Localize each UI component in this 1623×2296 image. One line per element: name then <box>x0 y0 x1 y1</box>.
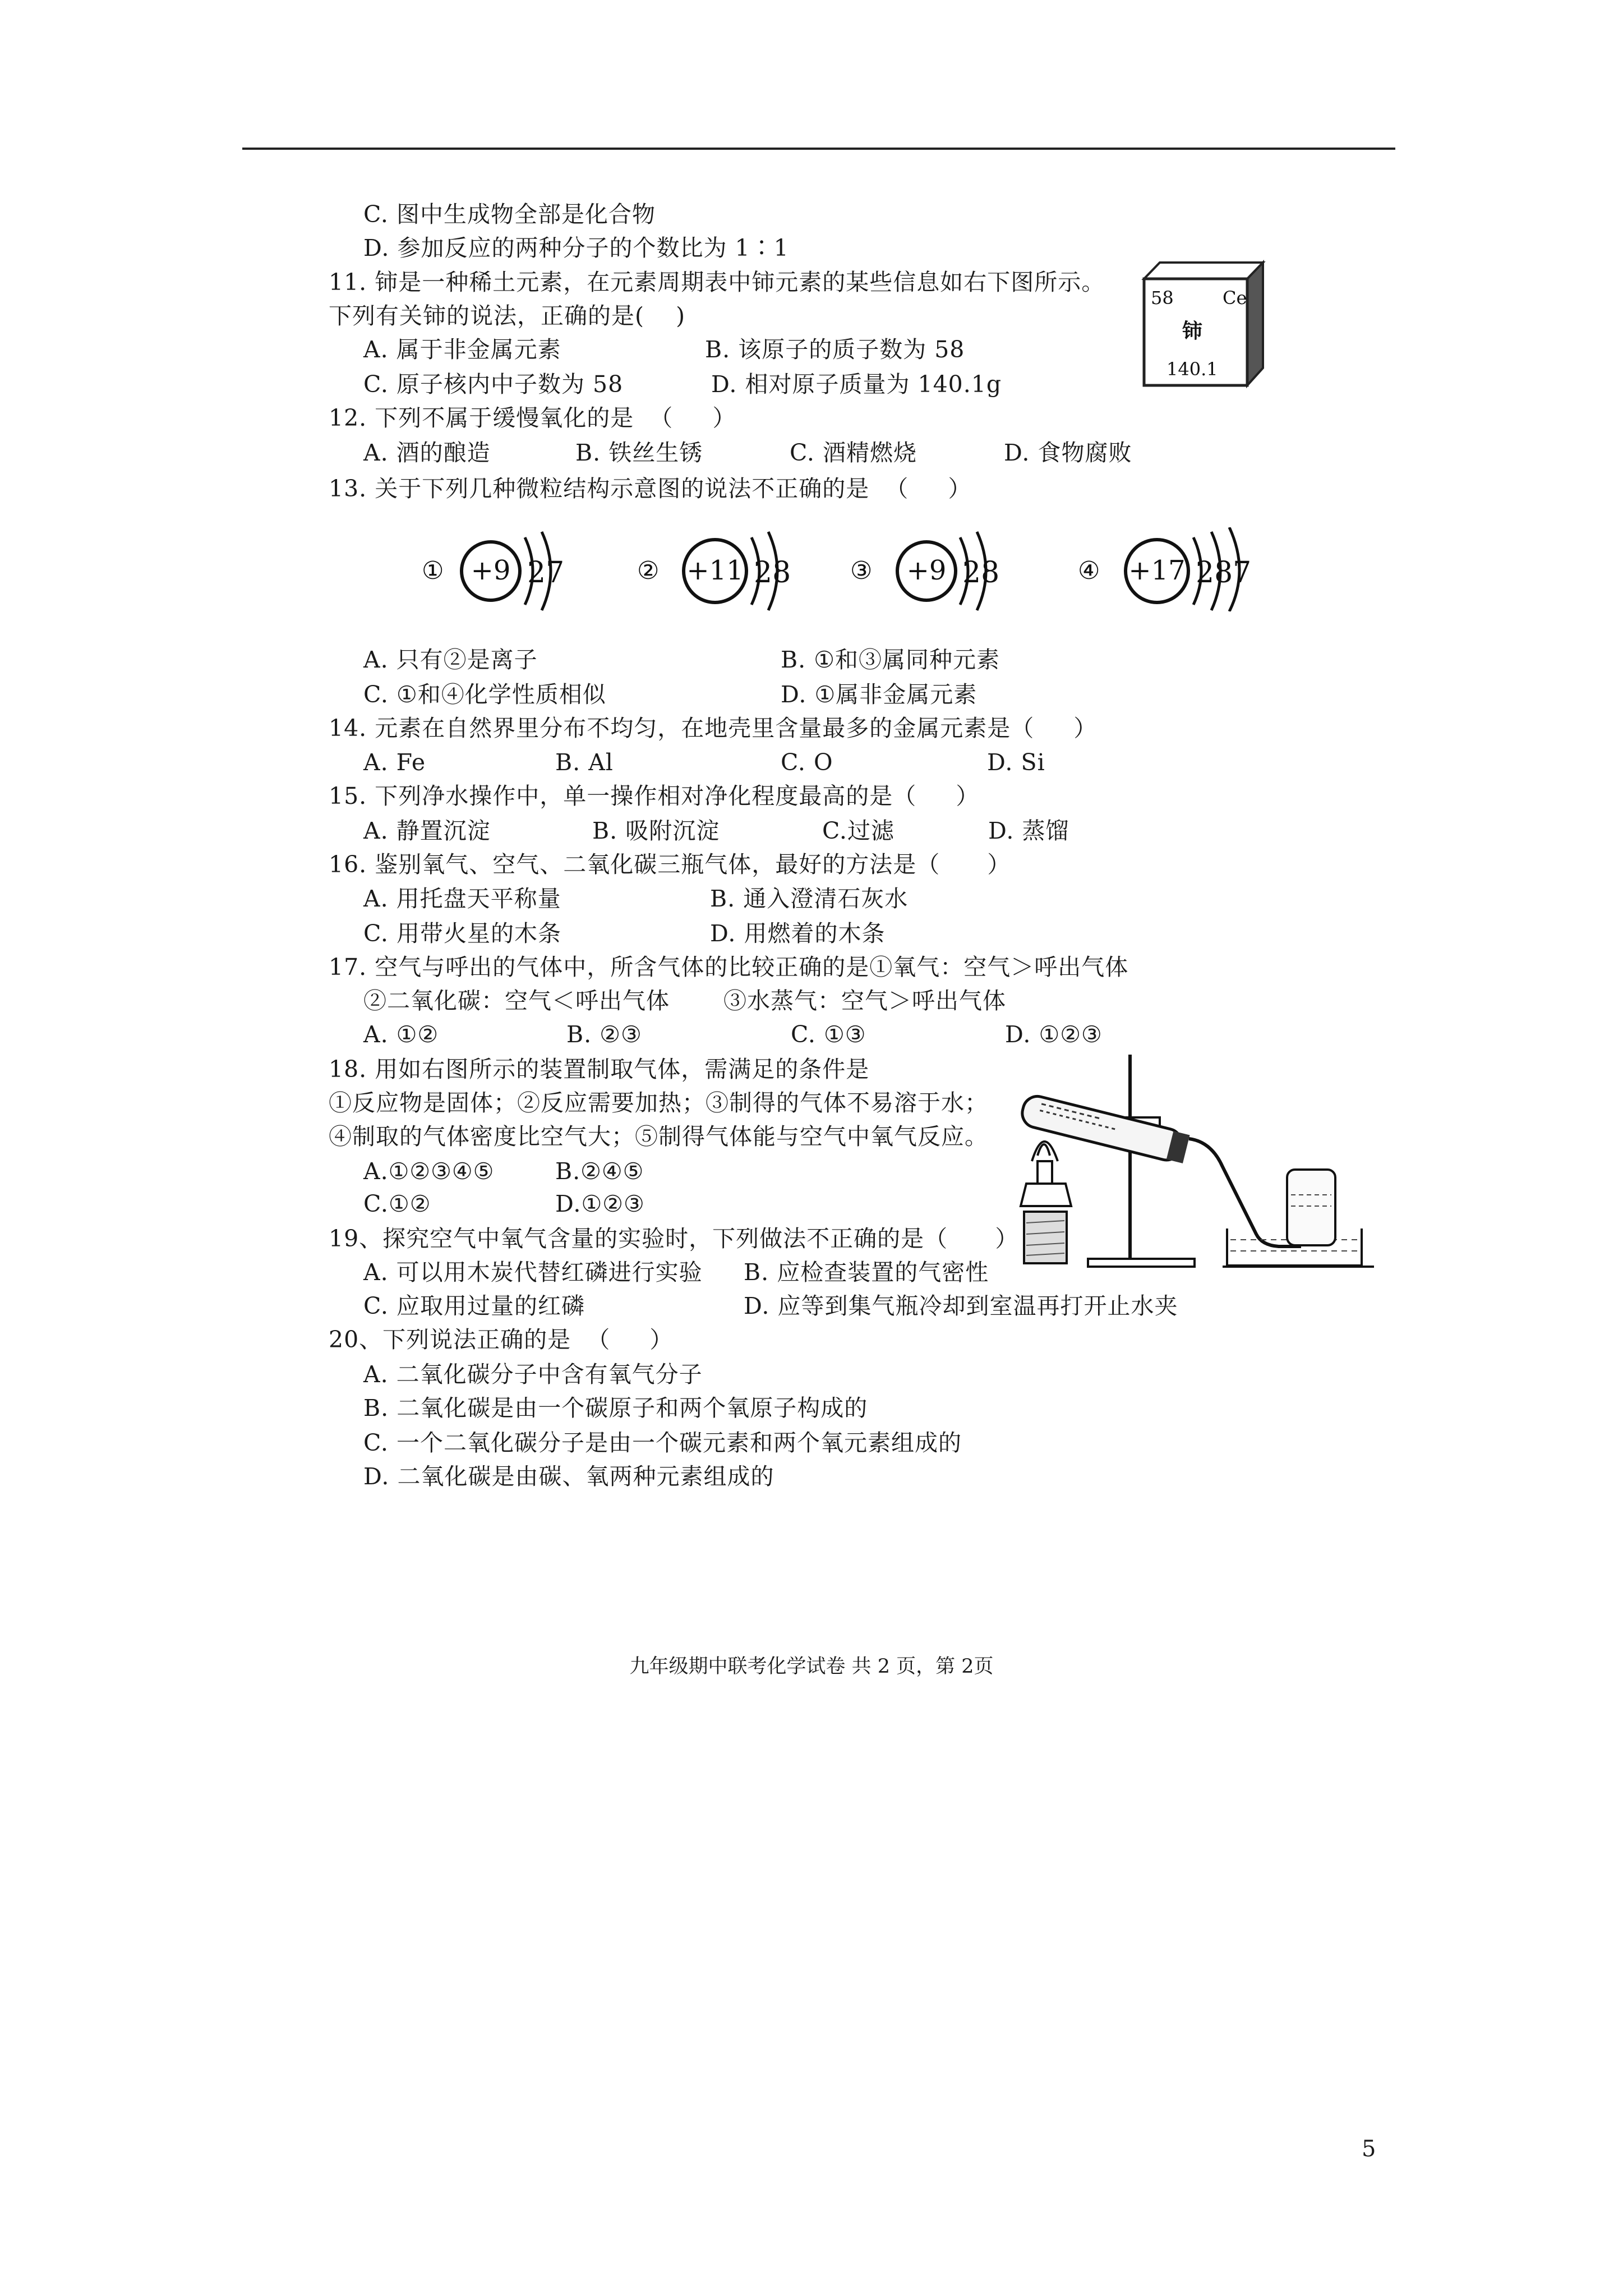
svg-text:27: 27 <box>527 556 565 590</box>
q13-option-c: C. ①和④化学性质相似 <box>363 681 606 708</box>
q20-option-c: C. 一个二氧化碳分子是由一个碳元素和两个氧元素组成的 <box>363 1429 962 1456</box>
gas-apparatus-figure <box>1004 1049 1374 1273</box>
q14-option-a: A. Fe <box>363 749 426 776</box>
q11-stem: 11. 铈是一种稀土元素，在元素周期表中铈元素的某些信息如右下图所示。 <box>329 269 1105 296</box>
svg-text:+11: +11 <box>686 555 744 586</box>
q17-option-a: A. ①② <box>363 1021 439 1048</box>
q15-option-a: A. 静置沉淀 <box>363 817 491 844</box>
q19-option-a: A. 可以用木炭代替红磷进行实验 <box>363 1259 703 1286</box>
q18-option-d: D.①②③ <box>555 1190 645 1217</box>
q11-option-a: A. 属于非金属元素 <box>363 336 561 363</box>
q13-option-d: D. ①属非金属元素 <box>781 681 978 708</box>
q15-option-c: C.过滤 <box>822 817 895 844</box>
q20-option-a: A. 二氧化碳分子中含有氧气分子 <box>363 1361 703 1388</box>
svg-text:①: ① <box>422 556 444 585</box>
q17-option-c: C. ①③ <box>791 1021 866 1048</box>
q12-option-c: C. 酒精燃烧 <box>790 439 917 466</box>
svg-text:③: ③ <box>850 556 873 585</box>
q14-option-c: C. O <box>781 749 833 776</box>
atom-diagram-2 <box>637 532 791 610</box>
element-number: 58 <box>1151 287 1174 309</box>
atom-structure-diagrams <box>415 527 1256 611</box>
q19-option-b: B. 应检查装置的气密性 <box>744 1259 989 1286</box>
q16-option-b: B. 通入澄清石灰水 <box>710 885 909 912</box>
q18-option-a: A.①②③④⑤ <box>363 1158 495 1185</box>
atom-diagram-3 <box>850 532 999 610</box>
q12-stem: 12. 下列不属于缓慢氧化的是 （ ） <box>329 404 736 431</box>
page-number: 5 <box>1362 2136 1376 2162</box>
svg-text:+9: +9 <box>906 555 947 586</box>
q18-option-c: C.①② <box>363 1190 431 1217</box>
q16-option-c: C. 用带火星的木条 <box>363 920 561 947</box>
q20-option-b: B. 二氧化碳是由一个碳原子和两个氧原子构成的 <box>363 1395 868 1421</box>
q18-condition-1: ①反应物是固体；②反应需要加热；③制得的气体不易溶于水； <box>329 1089 988 1116</box>
q19-option-d: D. 应等到集气瓶冷却到室温再打开止水夹 <box>744 1292 1178 1319</box>
element-symbol: Ce <box>1223 287 1247 309</box>
q15-option-b: B. 吸附沉淀 <box>592 817 720 844</box>
q20-stem: 20、下列说法正确的是 （ ） <box>329 1326 674 1353</box>
element-mass: 140.1 <box>1166 358 1218 380</box>
q16-stem: 16. 鉴别氧气、空气、二氧化碳三瓶气体，最好的方法是（ ） <box>329 851 1011 878</box>
q18-condition-2: ④制取的气体密度比空气大；⑤制得气体能与空气中氧气反应。 <box>329 1123 988 1150</box>
header-rule <box>242 148 1395 150</box>
q11-option-c: C. 原子核内中子数为 58 <box>363 371 624 398</box>
q17-stem: 17. 空气与呼出的气体中，所含气体的比较正确的是①氧气：空气＞呼出气体 <box>329 954 1129 981</box>
atom-diagram-4 <box>1078 527 1251 611</box>
q13-option-b: B. ①和③属同种元素 <box>781 646 1000 673</box>
q18-stem: 18. 用如右图所示的装置制取气体，需满足的条件是 <box>329 1056 870 1083</box>
q15-stem: 15. 下列净水操作中，单一操作相对净化程度最高的是（ ） <box>329 783 980 809</box>
q10-option-d: D. 参加反应的两种分子的个数比为 1∶1 <box>363 234 789 261</box>
element-card-figure <box>1138 259 1267 392</box>
q18-option-b: B.②④⑤ <box>555 1158 644 1185</box>
svg-text:+17: +17 <box>1128 555 1186 586</box>
q16-option-a: A. 用托盘天平称量 <box>363 885 561 912</box>
q14-stem: 14. 元素在自然界里分布不均匀，在地壳里含量最多的金属元素是（ ） <box>329 715 1098 742</box>
q17-stem-2: ②二氧化碳：空气＜呼出气体 <box>363 987 670 1014</box>
q12-option-a: A. 酒的酿造 <box>363 439 491 466</box>
q16-option-d: D. 用燃着的木条 <box>710 920 886 947</box>
q20-option-d: D. 二氧化碳是由碳、氧两种元素组成的 <box>363 1463 774 1490</box>
q11-stem-2: 下列有关铈的说法，正确的是( ) <box>329 302 686 329</box>
q11-option-d: D. 相对原子质量为 140.1g <box>711 371 1002 398</box>
q14-option-d: D. Si <box>987 749 1045 776</box>
q13-stem: 13. 关于下列几种微粒结构示意图的说法不正确的是 （ ） <box>329 475 972 502</box>
svg-text:④: ④ <box>1078 556 1100 585</box>
q19-stem: 19、探究空气中氧气含量的实验时，下列做法不正确的是（ ） <box>329 1225 1019 1252</box>
q10-option-c: C. 图中生成物全部是化合物 <box>363 201 656 228</box>
element-name: 铈 <box>1182 319 1203 343</box>
q17-option-d: D. ①②③ <box>1005 1021 1103 1048</box>
page-footer: 九年级期中联考化学试卷 共 2 页，第 2页 <box>629 1655 994 1678</box>
q19-option-c: C. 应取用过量的红磷 <box>363 1292 585 1319</box>
svg-text:+9: +9 <box>471 555 511 586</box>
svg-text:②: ② <box>637 556 660 585</box>
q14-option-b: B. Al <box>555 749 614 776</box>
svg-text:28: 28 <box>754 556 791 590</box>
q12-option-b: B. 铁丝生锈 <box>575 439 703 466</box>
atom-diagram-1 <box>422 532 564 610</box>
svg-text:287: 287 <box>1196 556 1252 590</box>
q12-option-d: D. 食物腐败 <box>1004 439 1132 466</box>
q15-option-d: D. 蒸馏 <box>988 817 1069 844</box>
svg-text:28: 28 <box>962 556 1000 590</box>
q17-option-b: B. ②③ <box>566 1021 642 1048</box>
q17-stem-3: ③水蒸气：空气＞呼出气体 <box>723 987 1006 1014</box>
q11-option-b: B. 该原子的质子数为 58 <box>705 336 965 363</box>
q13-option-a: A. 只有②是离子 <box>363 646 538 673</box>
